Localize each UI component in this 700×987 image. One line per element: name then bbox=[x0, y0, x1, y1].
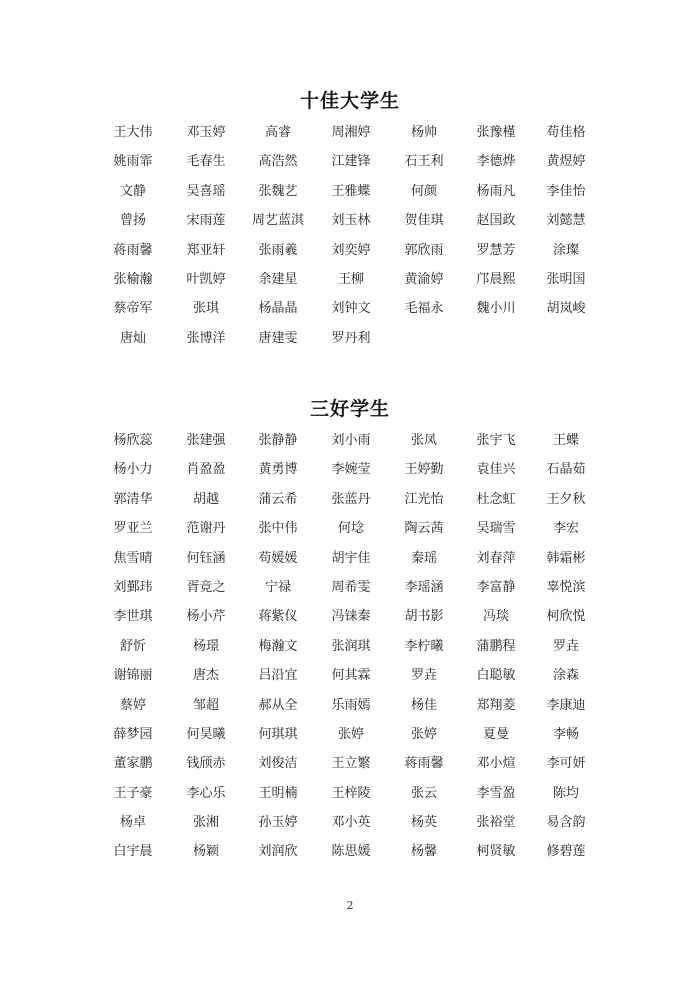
student-name: 焦雪晴 bbox=[113, 550, 153, 566]
student-name: 唐建雯 bbox=[258, 330, 298, 346]
section-title: 十佳大学生 bbox=[299, 90, 400, 112]
student-name: 杨小力 bbox=[113, 462, 153, 478]
student-name: 李富静 bbox=[476, 579, 516, 595]
student-name: 王大伟 bbox=[113, 125, 153, 140]
student-name: 杨晶晶 bbox=[258, 301, 298, 317]
student-name: 郝从全 bbox=[258, 697, 298, 713]
student-name: 李可妍 bbox=[546, 756, 586, 772]
student-name: 王立繁 bbox=[331, 756, 371, 772]
student-name: 罗慧芳 bbox=[476, 242, 516, 258]
student-name: 修碧莲 bbox=[546, 844, 586, 860]
student-name: 杨颖 bbox=[192, 844, 219, 860]
student-name: 何钰涵 bbox=[186, 550, 226, 566]
student-name: 张静静 bbox=[258, 433, 298, 448]
student-name: 刘小雨 bbox=[331, 433, 371, 448]
student-name: 舒忻 bbox=[119, 638, 146, 654]
student-name: 黄煜婷 bbox=[546, 154, 586, 170]
name-row bbox=[0, 842, 700, 871]
student-name: 周湘婷 bbox=[331, 125, 371, 140]
student-name: 范谢丹 bbox=[186, 521, 226, 537]
student-name: 刘鄞玮 bbox=[113, 579, 153, 595]
student-name: 邓玉婷 bbox=[186, 125, 226, 140]
name-row bbox=[0, 637, 700, 666]
student-name: 白宇晨 bbox=[113, 844, 153, 860]
student-name: 郭欣雨 bbox=[404, 242, 444, 258]
student-name: 赵国政 bbox=[476, 213, 516, 229]
name-row bbox=[0, 123, 700, 152]
student-name: 姚雨霏 bbox=[113, 154, 153, 170]
student-name: 高浩然 bbox=[258, 154, 298, 170]
student-name: 何颜 bbox=[410, 183, 437, 199]
student-name: 叶凯婷 bbox=[186, 271, 226, 287]
student-name: 石王利 bbox=[404, 154, 444, 170]
student-name: 蒋紫仪 bbox=[258, 609, 298, 625]
student-name: 罗亚兰 bbox=[113, 521, 153, 537]
student-name: 石晶茹 bbox=[546, 462, 586, 478]
student-name: 李婉莹 bbox=[331, 462, 371, 478]
student-name: 吕沿宜 bbox=[258, 668, 298, 684]
student-name: 杨欣蕊 bbox=[113, 433, 153, 448]
student-name: 李德烨 bbox=[476, 154, 516, 170]
name-row bbox=[0, 431, 700, 460]
student-name: 张宇飞 bbox=[476, 433, 516, 448]
student-name: 郑亚轩 bbox=[186, 242, 226, 258]
student-name: 白聪敏 bbox=[476, 668, 516, 684]
student-name: 吴喜瑶 bbox=[186, 183, 226, 199]
student-name: 杨卓 bbox=[119, 815, 146, 831]
student-name: 刘俊洁 bbox=[258, 756, 298, 772]
student-name: 韩霜彬 bbox=[546, 550, 586, 566]
student-name: 张云 bbox=[410, 785, 437, 801]
student-name: 张中伟 bbox=[258, 521, 298, 537]
student-name: 邓小英 bbox=[331, 815, 371, 831]
student-name: 杨璟 bbox=[192, 638, 219, 654]
student-name: 苟佳格 bbox=[546, 125, 586, 140]
student-name: 李瑶涵 bbox=[404, 579, 444, 595]
student-name: 辜悦滨 bbox=[546, 579, 586, 595]
student-name: 柯欣悦 bbox=[546, 609, 586, 625]
student-name: 胡书影 bbox=[404, 609, 444, 625]
student-name: 郭清华 bbox=[113, 491, 153, 507]
student-name: 夏曼 bbox=[482, 726, 509, 742]
student-name: 张婷 bbox=[410, 726, 437, 742]
student-name: 胥竞之 bbox=[186, 579, 226, 595]
student-name: 张榆瀚 bbox=[113, 271, 153, 287]
student-name: 何琪琪 bbox=[258, 726, 298, 742]
student-name: 杨帅 bbox=[410, 125, 437, 140]
student-name: 李心乐 bbox=[186, 785, 226, 801]
student-name: 王梓陵 bbox=[331, 785, 371, 801]
student-name: 张豫槿 bbox=[476, 125, 516, 140]
section-top-ten-students bbox=[0, 89, 700, 358]
student-name: 杨馨 bbox=[410, 844, 437, 860]
name-row bbox=[0, 152, 700, 181]
name-row bbox=[0, 460, 700, 489]
student-name: 何其霖 bbox=[331, 668, 371, 684]
student-name: 杨佳 bbox=[410, 697, 437, 713]
student-name: 张琪 bbox=[192, 301, 219, 317]
student-name: 何埝 bbox=[337, 521, 364, 537]
student-name: 蒋雨馨 bbox=[113, 242, 153, 258]
student-name: 王蝶 bbox=[552, 433, 579, 448]
student-name: 胡越 bbox=[192, 491, 219, 507]
student-name: 蒲云希 bbox=[258, 491, 298, 507]
student-name: 余建星 bbox=[258, 271, 298, 287]
student-name: 冯琰 bbox=[482, 609, 509, 625]
student-name: 宁禄 bbox=[264, 579, 291, 595]
student-name: 冯铼秦 bbox=[331, 609, 371, 625]
student-name: 邝晨熙 bbox=[476, 271, 516, 287]
student-name: 胡岚峻 bbox=[546, 301, 586, 317]
student-name: 张建强 bbox=[186, 433, 226, 448]
student-name: 袁佳兴 bbox=[476, 462, 516, 478]
student-name: 黄渝婷 bbox=[404, 271, 444, 287]
student-name: 乐雨嫣 bbox=[331, 697, 371, 713]
student-name: 杨小芹 bbox=[186, 609, 226, 625]
name-row bbox=[0, 270, 700, 299]
student-name: 罗垚 bbox=[410, 668, 437, 684]
student-name: 刘玉林 bbox=[331, 213, 371, 229]
student-name: 毛福永 bbox=[404, 301, 444, 317]
student-name: 贺佳琪 bbox=[404, 213, 444, 229]
student-name: 涂森 bbox=[552, 668, 579, 684]
student-name: 曾扬 bbox=[119, 213, 146, 229]
student-name: 谢锦丽 bbox=[113, 668, 153, 684]
student-name: 张博洋 bbox=[186, 330, 226, 346]
student-name: 张润琪 bbox=[331, 638, 371, 654]
student-name: 周希雯 bbox=[331, 579, 371, 595]
student-name: 梅瀚文 bbox=[258, 638, 298, 654]
student-name: 唐杰 bbox=[192, 668, 219, 684]
student-name: 肖盈盈 bbox=[186, 462, 226, 478]
student-name: 胡宇佳 bbox=[331, 550, 371, 566]
name-row bbox=[0, 519, 700, 548]
student-name: 魏小川 bbox=[476, 301, 516, 317]
student-name: 李世琪 bbox=[113, 609, 153, 625]
name-row bbox=[0, 696, 700, 725]
student-name: 吴瑞雪 bbox=[476, 521, 516, 537]
student-name: 陈均 bbox=[552, 785, 579, 801]
student-name: 张蓝丹 bbox=[331, 491, 371, 507]
student-name: 杨英 bbox=[410, 815, 437, 831]
student-name: 王子豪 bbox=[113, 785, 153, 801]
student-name: 刘润欣 bbox=[258, 844, 298, 860]
student-name: 刘懿慧 bbox=[546, 213, 586, 229]
name-row bbox=[0, 784, 700, 813]
student-name: 苟媛媛 bbox=[258, 550, 298, 566]
name-row bbox=[0, 329, 700, 358]
student-name: 蔡婷 bbox=[119, 697, 146, 713]
student-name: 李康迪 bbox=[546, 697, 586, 713]
student-name: 刘春萍 bbox=[476, 550, 516, 566]
student-name: 易含韵 bbox=[546, 815, 586, 831]
student-name: 王雅蝶 bbox=[331, 183, 371, 199]
student-name: 蔡帝军 bbox=[113, 301, 153, 317]
student-name: 陶云茜 bbox=[404, 521, 444, 537]
student-name: 高睿 bbox=[264, 125, 291, 140]
student-name: 邹超 bbox=[192, 697, 219, 713]
student-name: 董家鹏 bbox=[113, 756, 153, 772]
student-name: 张雨羲 bbox=[258, 242, 298, 258]
student-name: 何昊曦 bbox=[186, 726, 226, 742]
student-name: 杜念虹 bbox=[476, 491, 516, 507]
student-name: 唐灿 bbox=[119, 330, 146, 346]
name-row bbox=[0, 490, 700, 519]
name-row bbox=[0, 211, 700, 240]
student-name: 王夕秋 bbox=[546, 491, 586, 507]
student-name: 周艺蓝淇 bbox=[251, 213, 304, 229]
name-row bbox=[0, 182, 700, 211]
student-name: 黄勇博 bbox=[258, 462, 298, 478]
student-name: 张婷 bbox=[337, 726, 364, 742]
student-name: 江光怡 bbox=[404, 491, 444, 507]
student-name: 秦瑶 bbox=[410, 550, 437, 566]
name-grid bbox=[0, 431, 700, 872]
student-name: 王柳 bbox=[337, 271, 364, 287]
student-name: 蒲鹏程 bbox=[476, 638, 516, 654]
section-title: 三好学生 bbox=[309, 398, 390, 420]
student-name: 蒋雨馨 bbox=[404, 756, 444, 772]
student-name: 刘奕婷 bbox=[331, 242, 371, 258]
page-number: 2 bbox=[346, 899, 354, 912]
name-row bbox=[0, 813, 700, 842]
name-row bbox=[0, 725, 700, 754]
student-name: 杨雨凡 bbox=[476, 183, 516, 199]
student-name: 文静 bbox=[119, 183, 146, 199]
student-name: 李畅 bbox=[552, 726, 579, 742]
name-grid bbox=[0, 123, 700, 358]
student-name: 薛梦园 bbox=[113, 726, 153, 742]
student-name: 钱颀赤 bbox=[186, 756, 226, 772]
student-name: 罗丹利 bbox=[331, 330, 371, 346]
name-row bbox=[0, 578, 700, 607]
student-name: 江建锋 bbox=[331, 154, 371, 170]
student-name: 张裕堂 bbox=[476, 815, 516, 831]
student-name: 李雪盈 bbox=[476, 785, 516, 801]
student-name: 毛春生 bbox=[186, 154, 226, 170]
student-name: 王明楠 bbox=[258, 785, 298, 801]
section-merit-students bbox=[0, 397, 700, 872]
name-row bbox=[0, 754, 700, 783]
student-name: 李柠曦 bbox=[404, 638, 444, 654]
student-name: 柯贤敏 bbox=[476, 844, 516, 860]
name-row bbox=[0, 299, 700, 328]
student-name: 郑翔菱 bbox=[476, 697, 516, 713]
student-name: 王婷勤 bbox=[404, 462, 444, 478]
student-name: 李宏 bbox=[552, 521, 579, 537]
student-name: 张明国 bbox=[546, 271, 586, 287]
name-row bbox=[0, 549, 700, 578]
student-name: 孙玉婷 bbox=[258, 815, 298, 831]
student-name: 张凤 bbox=[410, 433, 437, 448]
name-row bbox=[0, 241, 700, 270]
student-name: 李佳怡 bbox=[546, 183, 586, 199]
student-name: 张魏艺 bbox=[258, 183, 298, 199]
student-name: 涂璨 bbox=[552, 242, 579, 258]
student-name: 张湘 bbox=[192, 815, 219, 831]
student-name: 邓小煊 bbox=[476, 756, 516, 772]
student-name: 刘钟文 bbox=[331, 301, 371, 317]
student-name: 罗垚 bbox=[552, 638, 579, 654]
student-name: 宋雨莲 bbox=[186, 213, 226, 229]
name-row bbox=[0, 607, 700, 636]
name-row bbox=[0, 666, 700, 695]
student-name: 陈思媛 bbox=[331, 844, 371, 860]
